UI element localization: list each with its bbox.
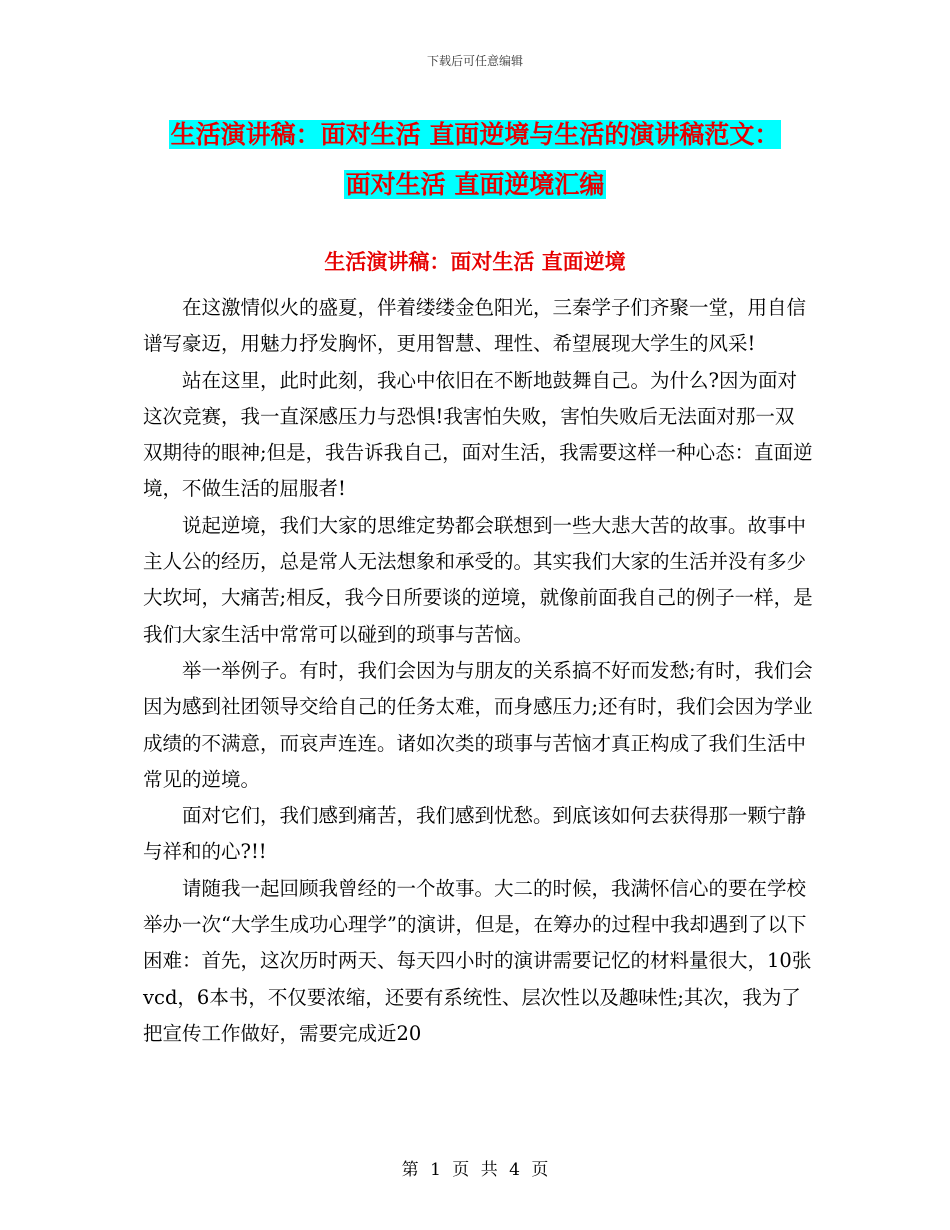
title-highlight-1: 生活演讲稿：面对生活 直面逆境与生活的演讲稿范文： [170, 120, 780, 149]
document-title-line-1 [0, 110, 950, 160]
paragraph-1: 在这激情似火的盛夏，伴着缕缕金色阳光，三秦学子们齐聚一堂，用自信谱写豪迈，用魅力抒发胸怀，更用智慧、理性、希望展现大学生的风采! [143, 296, 807, 356]
paragraph-6: 请随我一起回顾我曾经的一个故事。大二的时候，我满怀信心的要在学校举办一次“大学生成功心理学”的演讲，但是，在筹办的过程中我却遇到了以下困难：首先，这次历时两天、每天四小时的演讲需要记忆的材料量很大，10张vcd，6本书，不仅要浓缩，还要有系统性、层次性以及趣味性;其次，我为了把宣传工作做好，需要完成近20 [143, 876, 812, 1045]
paragraph-3: 说起逆境，我们大家的思维定势都会联想到一些大悲大苦的故事。故事中主人公的经历，总是常人无法想象和承受的。其实我们大家的生活并没有多少大坎坷，大痛苦;相反，我今日所要谈的逆境，就像前面我自己的例子一样，是我们大家生活中常常可以碰到的琐事与苦恼。 [143, 513, 813, 646]
body-text [143, 290, 813, 1052]
document-title-line-2 [0, 160, 950, 210]
section-heading: 生活演讲稿：面对生活 直面逆境 [324, 250, 626, 274]
paragraph-5: 面对它们，我们感到痛苦，我们感到忧愁。到底该如何去获得那一颗宁静与祥和的心?!! [143, 804, 807, 864]
paragraph-2: 站在这里，此时此刻，我心中依旧在不断地鼓舞自己。为什么?因为面对这次竞赛，我一直深感压力与恐惧!我害怕失败，害怕失败后无法面对那一双双期待的眼神;但是，我告诉我自己，面对生活，我需要这样一种心态：直面逆境，不做生活的屈服者! [143, 368, 813, 501]
paragraph-4: 举一举例子。有时，我们会因为与朋友的关系搞不好而发愁;有时，我们会因为感到社团领导交给自己的任务太难，而身感压力;还有时，我们会因为学业成绩的不满意，而哀声连连。诸如次类的琐事与苦恼才真正构成了我们生活中常见的逆境。 [143, 658, 813, 791]
page-footer: 第 1 页 共 4 页 [401, 1160, 549, 1180]
page-header-note: 下载后可任意编辑 [426, 54, 523, 68]
document-title [0, 110, 950, 210]
title-highlight-2: 面对生活 直面逆境汇编 [345, 170, 605, 199]
